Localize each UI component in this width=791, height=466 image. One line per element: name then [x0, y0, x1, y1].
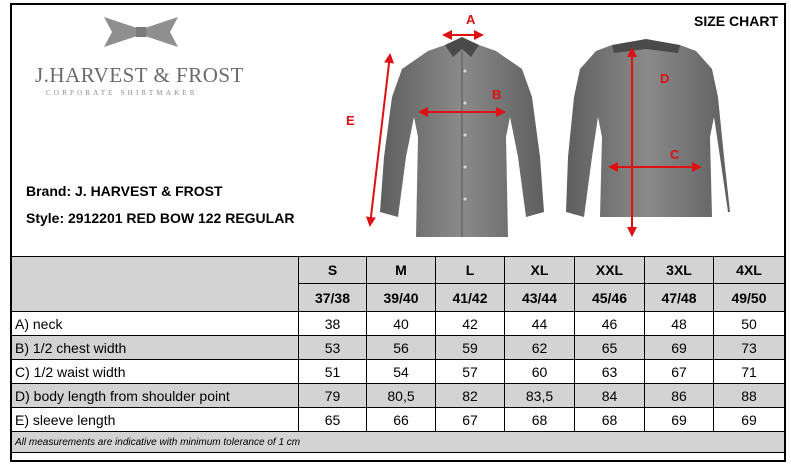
- table-cell: 65: [299, 408, 367, 432]
- footer-row: [12, 432, 785, 453]
- brand-label: Brand: J. HARVEST & FROST: [26, 183, 223, 199]
- eu-size-header: 39/40: [367, 284, 436, 312]
- header-section: [10, 3, 786, 256]
- table-cell: 69: [645, 408, 714, 432]
- table-cell: 67: [645, 360, 714, 384]
- marker-a: A: [466, 12, 476, 27]
- table-cell: 88: [714, 384, 785, 408]
- table-cell: 66: [367, 408, 436, 432]
- table-cell: 84: [575, 384, 645, 408]
- tolerance-note: All measurements are indicative with minimum tolerance of 1 cm: [12, 432, 785, 453]
- shirt-diagram: [340, 7, 730, 252]
- row-label: C) 1/2 waist width: [12, 360, 299, 384]
- table-cell: 46: [575, 312, 645, 336]
- table-cell: 56: [367, 336, 436, 360]
- table-cell: 51: [299, 360, 367, 384]
- table-cell: 71: [714, 360, 785, 384]
- size-header-4xl: 4XL: [714, 257, 785, 284]
- eu-size-header: 43/44: [505, 284, 575, 312]
- table-cell: 40: [367, 312, 436, 336]
- table-cell: 68: [575, 408, 645, 432]
- logo-wordmark: J.HARVEST & FROST: [35, 63, 244, 87]
- marker-b: B: [492, 87, 502, 102]
- header-blank-cell: [12, 257, 299, 312]
- row-label: A) neck: [12, 312, 299, 336]
- table-cell: 57: [436, 360, 505, 384]
- table-cell: 60: [505, 360, 575, 384]
- table-cell: 48: [645, 312, 714, 336]
- eu-size-header: 41/42: [436, 284, 505, 312]
- back-shirt-image: [566, 39, 730, 217]
- table-cell: 73: [714, 336, 785, 360]
- table-cell: 69: [645, 336, 714, 360]
- style-label: Style: 2912201 RED BOW 122 REGULAR: [26, 210, 295, 226]
- size-header-m: M: [367, 257, 436, 284]
- eu-size-header: 49/50: [714, 284, 785, 312]
- marker-d: D: [660, 71, 670, 86]
- table-cell: 79: [299, 384, 367, 408]
- size-table: [11, 256, 785, 453]
- eu-size-header: 37/38: [299, 284, 367, 312]
- eu-size-header: 45/46: [575, 284, 645, 312]
- eu-size-header: 47/48: [645, 284, 714, 312]
- table-cell: 38: [299, 312, 367, 336]
- marker-c: C: [670, 147, 680, 162]
- table-cell: 50: [714, 312, 785, 336]
- table-cell: 86: [645, 384, 714, 408]
- table-cell: 65: [575, 336, 645, 360]
- table-cell: 63: [575, 360, 645, 384]
- size-header-3xl: 3XL: [645, 257, 714, 284]
- table-cell: 53: [299, 336, 367, 360]
- table-row: [12, 336, 785, 360]
- table-row: [12, 384, 785, 408]
- row-label: D) body length from shoulder point: [12, 384, 299, 408]
- table-cell: 67: [436, 408, 505, 432]
- table-cell: 68: [505, 408, 575, 432]
- logo-tagline: CORPORATE SHIRTMAKER: [46, 89, 198, 97]
- front-shirt-image: [380, 37, 544, 237]
- table-cell: 54: [367, 360, 436, 384]
- table-row: [12, 360, 785, 384]
- table-cell: 69: [714, 408, 785, 432]
- size-header-xl: XL: [505, 257, 575, 284]
- table-cell: 42: [436, 312, 505, 336]
- size-header-row: [12, 257, 785, 284]
- marker-e: E: [346, 113, 355, 128]
- table-cell: 59: [436, 336, 505, 360]
- row-label: B) 1/2 chest width: [12, 336, 299, 360]
- table-cell: 80,5: [367, 384, 436, 408]
- table-cell: 82: [436, 384, 505, 408]
- table-row: [12, 312, 785, 336]
- size-header-xxl: XXL: [575, 257, 645, 284]
- size-header-l: L: [436, 257, 505, 284]
- table-cell: 44: [505, 312, 575, 336]
- bow-tie-logo-icon: [104, 17, 178, 47]
- page-title: SIZE CHART: [694, 13, 778, 29]
- table-cell: 83,5: [505, 384, 575, 408]
- table-row: [12, 408, 785, 432]
- table-cell: 62: [505, 336, 575, 360]
- size-header-s: S: [299, 257, 367, 284]
- row-label: E) sleeve length: [12, 408, 299, 432]
